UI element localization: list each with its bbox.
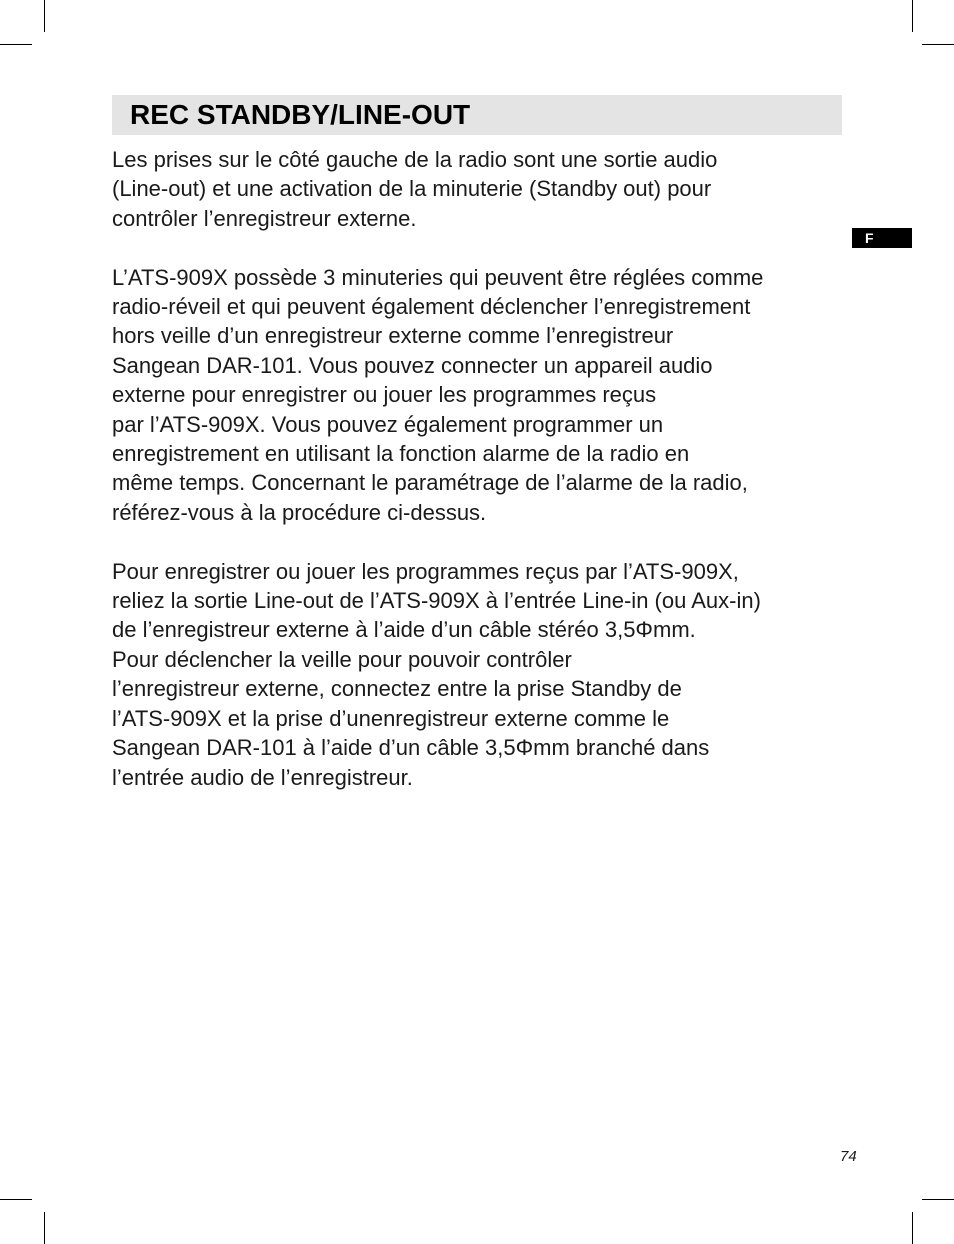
text-line: Sangean DAR-101. Vous pouvez connecter un appareil audio	[112, 352, 713, 378]
page-number: 74	[840, 1148, 857, 1165]
crop-mark-top-right-horizontal	[922, 44, 954, 45]
section-header	[112, 95, 842, 135]
section-title: REC STANDBY/LINE-OUT	[130, 99, 471, 130]
text-line: enregistrement en utilisant la fonction alarme de la radio en	[112, 441, 690, 467]
text-line: reliez la sortie Line-out de l’ATS-909X à l’entrée Line-in (ou Aux-in)	[112, 588, 761, 614]
text-line: même temps. Concernant le paramétrage de l’alarme de la radio,	[112, 470, 748, 496]
text-line: externe pour enregistrer ou jouer les programmes reçus	[112, 382, 657, 408]
text-line: par l’ATS-909X. Vous pouvez également programmer un	[112, 411, 664, 437]
text-line: Pour enregistrer ou jouer les programmes reçus par l’ATS-909X,	[112, 558, 739, 584]
body-text	[112, 145, 847, 792]
text-line: contrôler l’enregistreur externe.	[112, 205, 417, 231]
crop-mark-top-left-horizontal	[0, 44, 32, 45]
text-line: hors veille d’un enregistreur externe comme l’enregistreur	[112, 323, 674, 349]
language-tab-label: F	[865, 230, 874, 246]
crop-mark-bottom-left-horizontal	[0, 1199, 32, 1200]
text-line: Les prises sur le côté gauche de la radio sont une sortie audio	[112, 147, 718, 172]
crop-mark-top-right-vertical	[912, 0, 913, 32]
text-line: L’ATS-909X possède 3 minuteries qui peuvent être réglées comme	[112, 264, 764, 290]
crop-mark-bottom-right-vertical	[912, 1212, 913, 1244]
paragraph-timers	[112, 263, 847, 528]
text-line: l’ATS-909X et la prise d’unenregistreur externe comme le	[112, 705, 670, 731]
text-line: de l’enregistreur externe à l’aide d’un câble stéréo 3,5Φmm.	[112, 617, 696, 643]
text-line: Pour déclencher la veille pour pouvoir contrôler	[112, 646, 572, 672]
text-line: (Line-out) et une activation de la minuterie (Standby out) pour	[112, 176, 712, 202]
paragraph-intro	[112, 145, 847, 233]
text-line: l’entrée audio de l’enregistreur.	[112, 764, 413, 790]
text-line: Sangean DAR-101 à l’aide d’un câble 3,5Φmm branché dans	[112, 735, 710, 761]
crop-mark-bottom-right-horizontal	[922, 1199, 954, 1200]
crop-mark-top-left-vertical	[44, 0, 45, 32]
text-line: l’enregistreur externe, connectez entre la prise Standby de	[112, 676, 682, 702]
language-tab	[852, 228, 912, 248]
text-line: radio-réveil et qui peuvent également déclencher l’enregistrement	[112, 294, 751, 320]
text-line: référez-vous à la procédure ci-dessus.	[112, 499, 487, 525]
crop-mark-bottom-left-vertical	[44, 1212, 45, 1244]
paragraph-recording	[112, 557, 847, 792]
